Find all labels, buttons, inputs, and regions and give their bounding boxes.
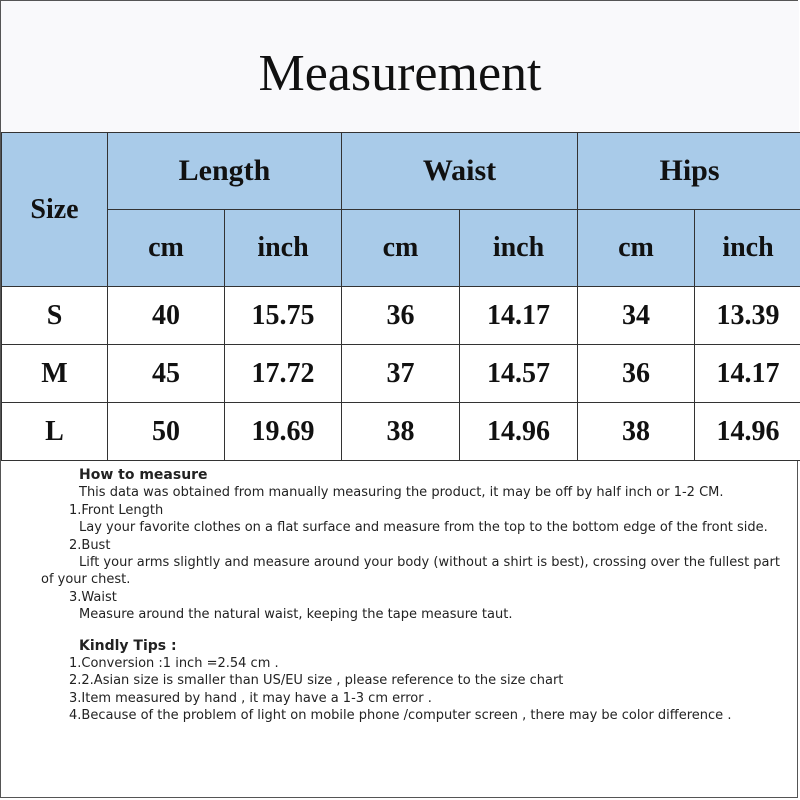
unit-header: inch (695, 210, 800, 287)
value-cell: 36 (578, 345, 695, 403)
value-cell: 14.57 (460, 345, 578, 403)
value-cell: 15.75 (225, 287, 342, 345)
value-cell: 34 (578, 287, 695, 345)
value-cell: 14.96 (695, 403, 800, 461)
unit-header: cm (108, 210, 225, 287)
value-cell: 40 (108, 287, 225, 345)
unit-header: cm (578, 210, 695, 287)
bust-text: Lift your arms slightly and measure around your body (without a shirt is best), crossing over the fullest part of your chest. (41, 555, 780, 588)
value-cell: 37 (342, 345, 460, 403)
tip-item: 4.Because of the problem of light on mobile phone /computer screen , there may be color difference . (69, 708, 732, 724)
unit-header: inch (225, 210, 342, 287)
page-title: Measurement (258, 45, 542, 102)
size-table (1, 132, 800, 461)
tip-item: 1.Conversion :1 inch =2.54 cm . (69, 656, 279, 672)
value-cell: 13.39 (695, 287, 800, 345)
table-row (2, 287, 800, 345)
size-cell: M (2, 345, 108, 403)
waist-title: 3.Waist (69, 589, 117, 605)
waist-header: Waist (342, 133, 578, 210)
waist-text: Measure around the natural waist, keeping the tape measure taut. (79, 607, 513, 623)
table-row (2, 403, 800, 461)
value-cell: 14.96 (460, 403, 578, 461)
value-cell: 50 (108, 403, 225, 461)
tips-heading: Kindly Tips : (79, 637, 177, 654)
how-to-intro: This data was obtained from manually measuring the product, it may be off by half inch or 1-2 CM. (79, 485, 724, 501)
value-cell: 17.72 (225, 345, 342, 403)
how-to-heading: How to measure (79, 467, 208, 483)
size-cell: S (2, 287, 108, 345)
value-cell: 38 (342, 403, 460, 461)
value-cell: 19.69 (225, 403, 342, 461)
tip-item: 3.Item measured by hand , it may have a 1-3 cm error . (69, 690, 432, 706)
value-cell: 45 (108, 345, 225, 403)
value-cell: 14.17 (695, 345, 800, 403)
front-length-title: 1.Front Length (69, 502, 164, 518)
bust-title: 2.Bust (69, 537, 111, 553)
value-cell: 38 (578, 403, 695, 461)
unit-header: cm (342, 210, 460, 287)
size-header: Size (2, 133, 108, 287)
unit-header: inch (460, 210, 578, 287)
table-row (2, 345, 800, 403)
tip-item: 2.2.Asian size is smaller than US/EU size , please reference to the size chart (69, 673, 564, 689)
title-banner (1, 1, 799, 133)
value-cell: 14.17 (460, 287, 578, 345)
value-cell: 36 (342, 287, 460, 345)
size-cell: L (2, 403, 108, 461)
measurement-notes (41, 467, 781, 725)
hips-header: Hips (578, 133, 800, 210)
length-header: Length (108, 133, 342, 210)
front-length-text: Lay your favorite clothes on a flat surface and measure from the top to the bottom edge of the front side. (79, 520, 768, 536)
